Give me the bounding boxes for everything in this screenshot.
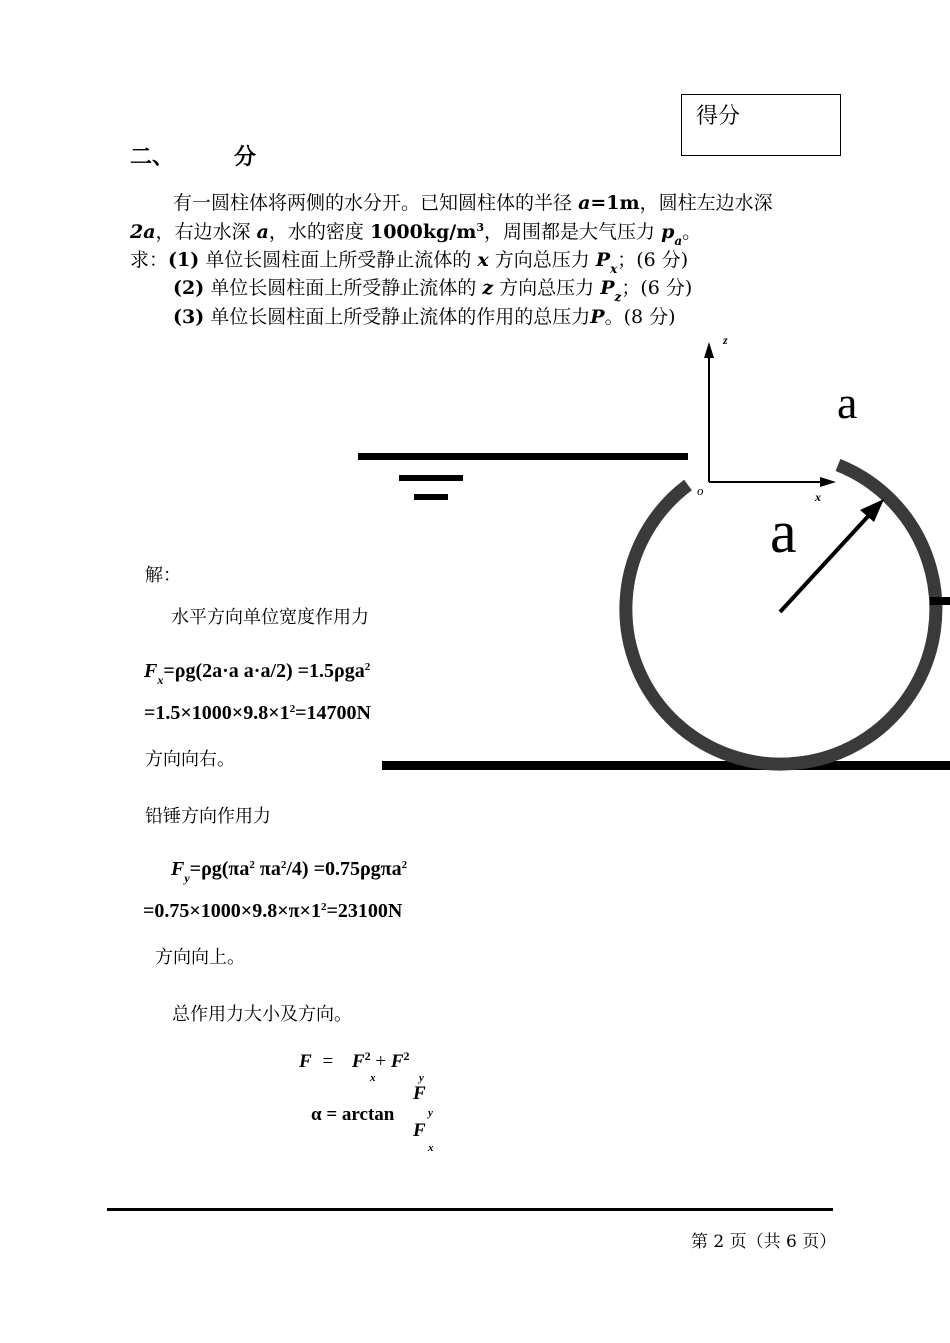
total-title: 总作用力大小及方向。 [172, 1004, 352, 1025]
water-symbol-line-2 [414, 494, 448, 500]
total-force-formula: $F = F^2 + F^2$ [299, 1049, 410, 1072]
fy-calculation: $=0.75\times 1000\times 9.8\times\pi\times 1^2=23100N$ [143, 900, 403, 922]
x-axis-label: x [815, 490, 821, 504]
problem-line-1: 有一圆柱体将两侧的水分开。已知圆柱体的半径 a=1m，圆柱左边水深 [173, 192, 773, 214]
ground-line [382, 761, 950, 770]
problem-line-2: 2a，右边水深 a，水的密度 $1000kg/m^3$，周围都是大气压力 $p_a$。 [130, 221, 702, 248]
section-number: 二、 [130, 145, 175, 170]
question-3: (3) 单位长圆柱面上所受静止流体的作用的总压力P。(8 分) [173, 306, 676, 328]
question-1: 求：(1) 单位长圆柱面上所受静止流体的 x 方向总压力 $P_x$；(6 分) [130, 249, 689, 276]
z-arrow-icon [704, 342, 714, 358]
score-label: 得分 [696, 104, 741, 129]
footer-rule [107, 1208, 833, 1211]
water-symbol-line-1 [399, 475, 463, 481]
vertical-title: 铅锤方向作用力 [145, 806, 271, 827]
fx-equation: $F_x=\rho g(2a\cdot a$ a·a/2) =1.5ρga$^2$ [144, 660, 371, 687]
fy-direction: 方向向上。 [155, 947, 245, 968]
fx-calculation: $=1.5\times 1000\times 9.8\times 1^2=14700N$ [144, 702, 371, 724]
radius-label-center: a [770, 499, 797, 565]
fraction-numerator-subscript: y [428, 1107, 433, 1119]
fx-direction: 方向向右。 [145, 749, 235, 770]
fraction-denominator: F [413, 1120, 426, 1141]
z-axis-label: z [723, 333, 728, 347]
total-y-subscript: y [419, 1072, 424, 1084]
solution-heading: 解： [145, 565, 181, 586]
water-surface-line [358, 453, 688, 460]
fy-equation: $F_y=\rho g(\pi a^2$ $\pi a^2/4) =0.75\rho g\pi a^2$ [171, 858, 408, 885]
x-arrow-icon [820, 477, 836, 487]
section-suffix: 分 [234, 145, 257, 170]
horizontal-title: 水平方向单位宽度作用力 [171, 607, 369, 628]
origin-label: o [697, 483, 704, 498]
page-number: 第 2 页（共 6 页） [691, 1232, 837, 1252]
fraction-denominator-subscript: x [428, 1142, 434, 1154]
total-x-subscript: x [370, 1072, 376, 1084]
right-water-line [930, 597, 950, 605]
radius-label-top: a [837, 377, 858, 428]
fraction-numerator: F [413, 1083, 426, 1104]
question-2: (2) 单位长圆柱面上所受静止流体的 z 方向总压力 $P_z$；(6 分) [173, 277, 693, 304]
alpha-formula: α = arctan [311, 1104, 395, 1125]
